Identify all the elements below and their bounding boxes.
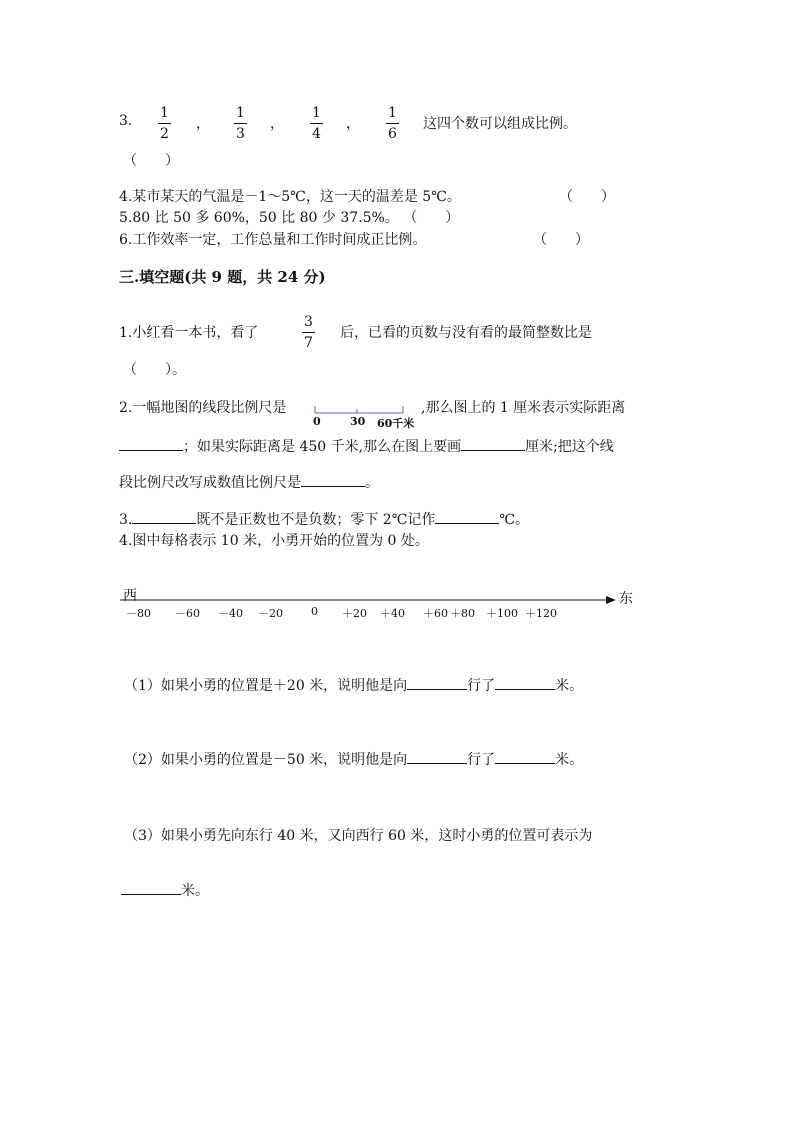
question-text: 。: [365, 475, 379, 491]
answer-blank[interactable]: [407, 749, 467, 764]
number-line-tick-label: ＋120: [525, 607, 557, 620]
number-line-tick-label: ＋20: [342, 607, 367, 620]
fraction-1-2: 1 2: [160, 105, 169, 142]
fraction-1-3: 1 3: [236, 105, 245, 142]
question-text: ,那么图上的 1 厘米表示实际距离: [421, 400, 626, 416]
number-line-tick-label: ＋60: [423, 607, 448, 620]
answer-blank[interactable]: [407, 675, 467, 690]
question-text: 4.图中每格表示 10 米，小勇开始的位置为 0 处。: [119, 533, 429, 549]
fill-line-2: [119, 436, 614, 456]
answer-blank[interactable]: [435, 509, 499, 524]
question-text: 行了: [467, 678, 496, 694]
question-text: 后，已看的页数与没有看的最简整数比是: [340, 325, 592, 341]
question-text: ；如果实际距离是 450 千米,那么在图上要画: [183, 439, 462, 455]
number-line-tick-label: －80: [126, 607, 151, 620]
number-line: [120, 585, 640, 625]
scale-tick-label: 60千米: [377, 417, 415, 430]
answer-blank[interactable]: [495, 749, 555, 764]
answer-parentheses[interactable]: （ ）: [559, 189, 615, 205]
question-text: 米。: [555, 752, 584, 768]
answer-parentheses[interactable]: （ ）: [533, 232, 589, 248]
answer-blank[interactable]: [461, 436, 525, 451]
separator: ，: [196, 116, 210, 132]
number-line-tick-label: －20: [258, 607, 283, 620]
scale-tick-label: 30: [350, 415, 366, 428]
question-text: 5.80 比 50 多 60%，50 比 80 少 37.5%。: [119, 210, 399, 226]
question-text: 厘米;把这个线: [525, 439, 614, 455]
answer-blank[interactable]: [301, 472, 365, 487]
question-text: （2）如果小勇的位置是－50 米，说明他是向: [124, 752, 408, 768]
sub-question-2: [124, 749, 583, 769]
judge-question-4: [119, 186, 461, 206]
question-text: 米。: [555, 678, 584, 694]
answer-parentheses[interactable]: （ ）: [403, 210, 460, 226]
fill-question-3: [119, 509, 529, 529]
question-text: 段比例尺改写成数值比例尺是: [119, 475, 301, 491]
number-line-tick-label: －40: [218, 607, 243, 620]
number-line-tick-label: －60: [175, 607, 200, 620]
sub-question-3: [124, 825, 592, 845]
fraction-3-7: 3 7: [304, 314, 313, 351]
sub-question-3-answer: [121, 880, 209, 900]
fill-line-3: [119, 472, 379, 492]
number-line-tick-label: 0: [311, 605, 318, 618]
scale-tick-label: 0: [313, 415, 321, 428]
separator: ，: [346, 116, 360, 132]
section-title: 三.填空题(共 9 题，共 24 分): [119, 268, 326, 286]
question-text: 既不是正数也不是负数；零下 2℃记作: [196, 512, 436, 528]
question-number: 3.: [119, 512, 133, 528]
number-line-tick-label: ＋100: [486, 607, 518, 620]
question-text: 米。: [181, 883, 209, 899]
question-text: 这四个数可以组成比例。: [423, 116, 577, 132]
question-text: 1.小红看一本书，看了: [119, 325, 259, 341]
answer-parentheses[interactable]: （ ）: [123, 153, 179, 169]
question-text: 行了: [467, 752, 496, 768]
number-line-tick-label: ＋80: [450, 607, 475, 620]
answer-blank[interactable]: [132, 509, 196, 524]
direction-label-east: 东: [619, 591, 633, 607]
question-text: 2.一幅地图的线段比例尺是: [119, 400, 287, 416]
fill-question-4: [119, 530, 429, 550]
answer-blank[interactable]: [121, 880, 181, 895]
separator: ，: [270, 116, 284, 132]
judge-question-5: [119, 207, 459, 227]
question-text: ℃。: [499, 512, 530, 528]
tick-labels: [120, 605, 620, 621]
line-scale: [313, 405, 413, 435]
number-line-tick-label: ＋40: [380, 607, 405, 620]
fraction-1-6: 1 6: [388, 105, 397, 142]
answer-blank[interactable]: [119, 436, 183, 451]
direction-label-west: 西: [123, 588, 137, 604]
question-text: 6.工作效率一定，工作总量和工作时间成正比例。: [119, 232, 427, 248]
question-text: 4.某市某天的气温是－1～5℃，这一天的温差是 5℃。: [119, 189, 461, 205]
answer-parentheses[interactable]: （ ）。: [123, 362, 186, 378]
fraction-1-4: 1 4: [312, 105, 321, 142]
question-text: （1）如果小勇的位置是＋20 米，说明他是向: [124, 678, 408, 694]
judge-question-6: [119, 229, 426, 249]
question-number: 3.: [119, 113, 133, 129]
question-text: （3）如果小勇先向东行 40 米，又向西行 60 米，这时小勇的位置可表示为: [124, 828, 593, 844]
sub-question-1: [124, 675, 583, 695]
answer-blank[interactable]: [495, 675, 555, 690]
